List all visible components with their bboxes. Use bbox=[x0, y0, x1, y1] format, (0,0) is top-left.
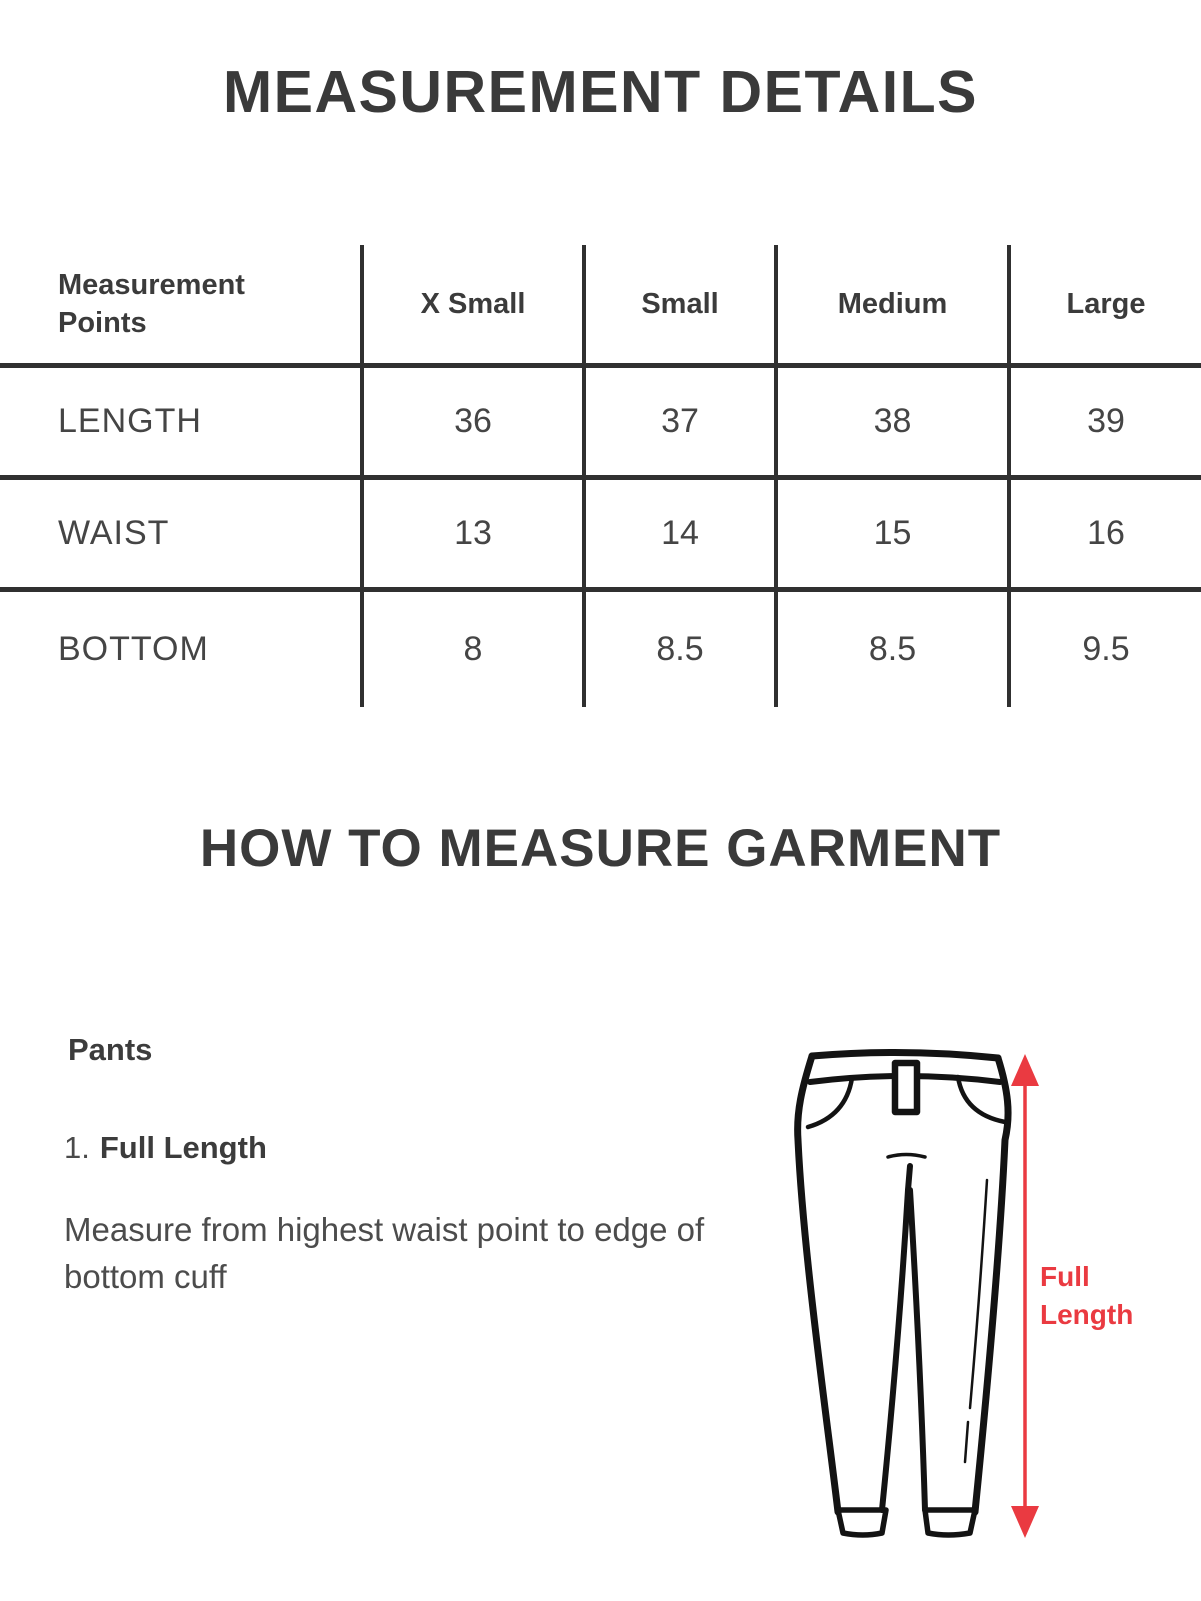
pants-waist-top-line bbox=[812, 1052, 998, 1058]
measurement-table bbox=[0, 245, 1201, 707]
section-title-how-to-measure: HOW TO MEASURE GARMENT bbox=[199, 819, 1002, 878]
table-cell-length-medium: 38 bbox=[774, 368, 1007, 480]
pants-right-inner-seam bbox=[910, 1190, 925, 1510]
table-cell-bottom-large: 9.5 bbox=[1007, 592, 1201, 707]
table-header-large: Large bbox=[1007, 245, 1201, 368]
table-cell-length-large: 39 bbox=[1007, 368, 1201, 480]
table-row-label-bottom: BOTTOM bbox=[58, 630, 209, 668]
pants-right-crease-line-lower bbox=[965, 1422, 968, 1462]
table-header-small: Small bbox=[582, 245, 774, 368]
table-cell-bottom-medium: 8.5 bbox=[774, 592, 1007, 707]
step-description: Measure from highest waist point to edge of bottom cuff bbox=[64, 1211, 705, 1295]
table-cell-length-x-small: 36 bbox=[360, 368, 582, 480]
pants-left-inner-seam bbox=[882, 1190, 908, 1510]
table-row-label-waist: WAIST bbox=[0, 480, 360, 592]
table-cell-waist-large: 16 bbox=[1007, 480, 1201, 592]
table-cell-length-small: 37 bbox=[582, 368, 774, 480]
pants-right-crease-line bbox=[970, 1180, 987, 1408]
table-header-x-small: X Small bbox=[360, 245, 582, 368]
full-length-arrow bbox=[1011, 1054, 1039, 1538]
table-cell-waist-x-small: 13 bbox=[360, 480, 582, 592]
pants-left-pocket-curve bbox=[808, 1078, 852, 1127]
pants-fly-line bbox=[908, 1166, 910, 1190]
table-cell-waist-small: 14 bbox=[582, 480, 774, 592]
table-header-measurement-points: Measurement Points bbox=[0, 245, 360, 368]
full-length-arrow-label: Full Length bbox=[1040, 1261, 1134, 1330]
pants-belt-loop bbox=[895, 1063, 917, 1112]
table-header-medium: Medium bbox=[774, 245, 1007, 368]
garment-name-label: Pants bbox=[68, 1032, 153, 1067]
pants-measurement-diagram bbox=[780, 1040, 1134, 1570]
pants-right-cuff bbox=[925, 1510, 975, 1535]
table-cell-bottom-x-small: 8 bbox=[360, 592, 582, 707]
table-row-label-length: LENGTH bbox=[0, 368, 360, 480]
step-title: Full Length bbox=[99, 1130, 267, 1165]
step-number: 1. bbox=[64, 1130, 90, 1165]
page-title: MEASUREMENT DETAILS bbox=[222, 59, 979, 125]
table-cell-waist-medium: 15 bbox=[774, 480, 1007, 592]
table-cell-bottom-small: 8.5 bbox=[582, 592, 774, 707]
pants-fly-dash bbox=[888, 1155, 925, 1158]
step-heading bbox=[64, 1130, 267, 1166]
pants-left-cuff bbox=[838, 1510, 886, 1535]
